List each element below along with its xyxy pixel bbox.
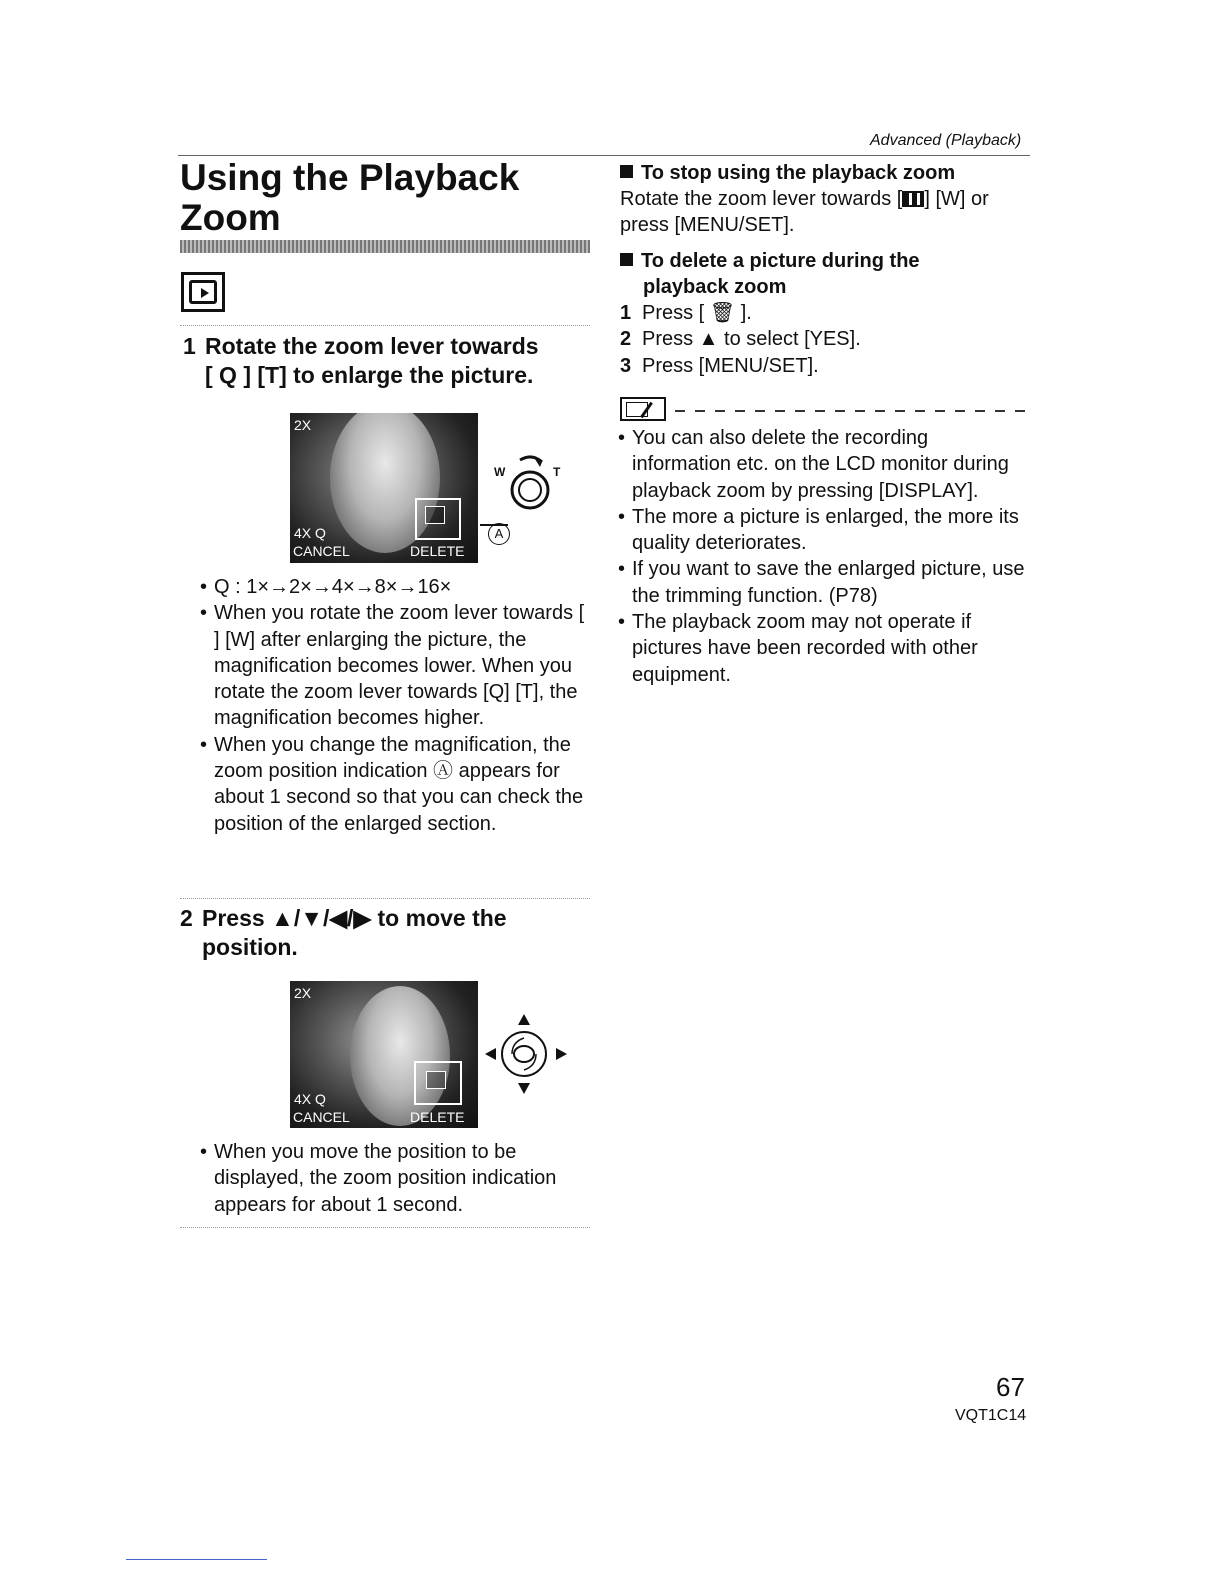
note-move-position: • When you move the position to be displayed, the zoom position indication appears for about 1 second. xyxy=(200,1139,595,1218)
step-2-heading xyxy=(180,904,590,962)
delete-step-3: 3 Press [MENU/SET]. xyxy=(620,354,819,377)
notes-list xyxy=(618,425,1030,688)
osd-delete: DELETE xyxy=(410,1109,465,1125)
page-title-line2: Zoom xyxy=(180,197,281,238)
playback-screen-figure-2 xyxy=(290,981,478,1128)
cursor-pad-icon xyxy=(482,1010,572,1100)
header-rule xyxy=(178,155,1030,156)
step-2-number: 2 xyxy=(180,905,193,931)
bottom-rule xyxy=(126,1559,267,1560)
step-1-line1: Rotate the zoom lever towards xyxy=(205,333,539,359)
divider xyxy=(180,898,590,899)
delete-step-1: 1 Press [ 🗑 ]. xyxy=(620,302,752,324)
delete-step-2: 2 Press ▲ to select [YES]. xyxy=(620,328,861,351)
square-bullet-icon xyxy=(620,165,633,178)
divider xyxy=(180,325,590,326)
osd-delete: DELETE xyxy=(410,543,465,559)
delete-steps xyxy=(620,300,1030,379)
step-2-notes xyxy=(200,1139,595,1218)
note-position-indication: • When you change the magnification, the zoom position indication Ⓐ appears for about 1 second so that you can check the position of the enlarged section. xyxy=(200,732,595,837)
step-2-line1: Press ▲/▼/◀/▶ to move the xyxy=(202,905,507,931)
note-zoom-lever: • When you rotate the zoom lever towards [ ] [W] after enlarging the picture, the magnification becomes lower. When you rotate the zoom lever towards [Q] [T], the magnification becomes higher. xyxy=(200,600,595,731)
note-item: • You can also delete the recording information etc. on the LCD monitor during playback zoom by pressing [DISPLAY]. xyxy=(618,425,1030,504)
square-bullet-icon xyxy=(620,253,633,266)
step-2-line2: position. xyxy=(202,934,298,960)
osd-zoom-level: 2X xyxy=(294,985,312,1001)
wide-multi-icon xyxy=(902,191,924,207)
zoom-position-indicator xyxy=(414,1061,462,1105)
note-item: • The more a picture is enlarged, the more its quality deteriorates. xyxy=(618,504,1030,557)
zoom-position-indicator xyxy=(415,498,461,540)
step-1-notes xyxy=(200,574,595,837)
note-item: • The playback zoom may not operate if pictures have been recorded with other equipment. xyxy=(618,609,1030,688)
step-1-number: 1 xyxy=(183,333,196,359)
osd-cancel: CANCEL xyxy=(293,543,350,559)
stop-zoom-text: Rotate the zoom lever towards [ ] [W] or press [MENU/SET]. xyxy=(620,188,989,237)
osd-magnification: 4X Q xyxy=(294,1091,326,1107)
page-title-line1: Using the Playback xyxy=(180,157,520,198)
page-title xyxy=(180,158,519,238)
section-label: Advanced (Playback) xyxy=(870,132,1022,149)
step-1-line2: [ Q ] [T] to enlarge the picture. xyxy=(205,362,534,388)
osd-cancel: CANCEL xyxy=(293,1109,350,1125)
page-number: 67 xyxy=(996,1372,1025,1402)
divider xyxy=(180,1227,590,1228)
memo-note-icon xyxy=(620,397,666,421)
playback-mode-icon xyxy=(181,272,225,312)
model-code: VQT1C14 xyxy=(955,1407,1027,1424)
note-item: • If you want to save the enlarged picture, use the trimming function. (P78) xyxy=(618,556,1030,609)
stop-zoom-heading: To stop using the playback zoom xyxy=(620,160,1030,186)
note-magnification-steps: • Q : 1×→2×→4×→8×→16× xyxy=(200,574,595,600)
step-1-heading xyxy=(183,332,593,390)
notes-dashed-rule xyxy=(675,410,1030,412)
callout-a: A xyxy=(488,523,510,545)
osd-zoom-level: 2X xyxy=(294,417,312,433)
lever-w-label: W xyxy=(494,465,506,479)
lever-t-label: T xyxy=(553,465,561,479)
osd-magnification: 4X Q xyxy=(294,525,326,541)
delete-heading: To delete a picture during the playback zoom xyxy=(620,248,1030,300)
title-underline-bar xyxy=(180,240,590,253)
playback-screen-figure-1 xyxy=(290,413,478,563)
